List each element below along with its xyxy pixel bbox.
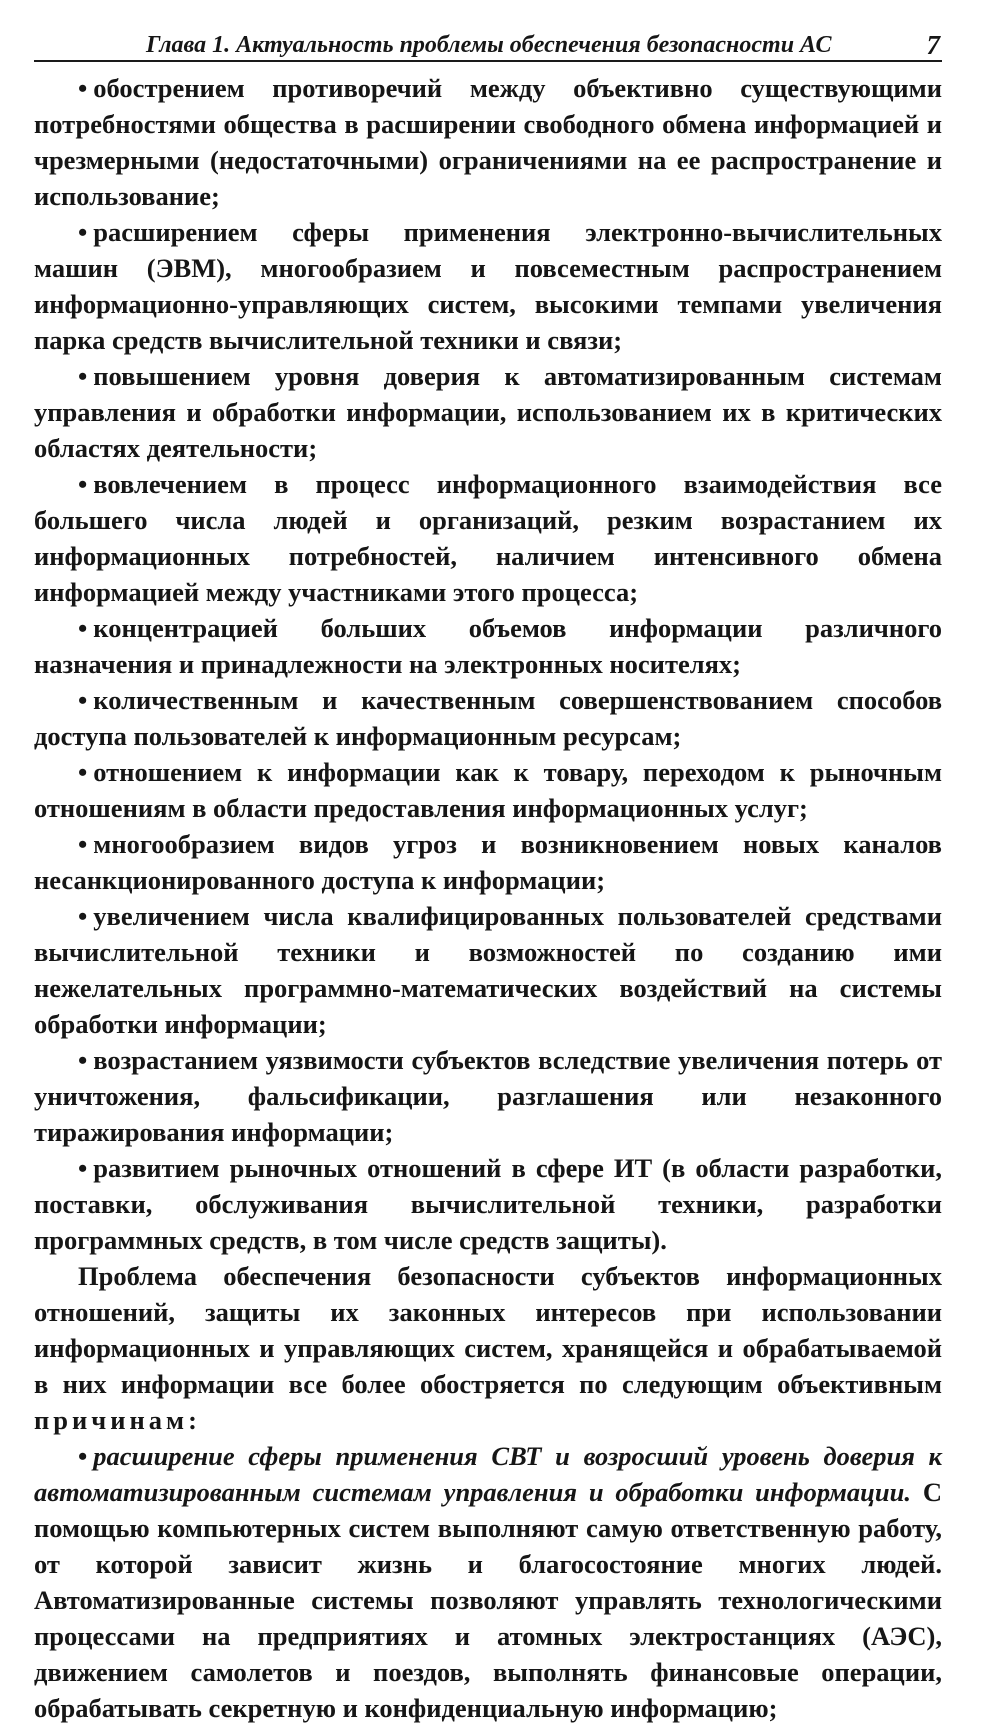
running-head xyxy=(34,22,942,62)
italic-lead-text: расширение сферы применения СВТ и возросший уровень доверия к автоматизированным системам управления и обработки информации. xyxy=(34,1441,942,1507)
bullet-text: возрастанием уязвимости субъектов вследствие увеличения потерь от уничтожения, фальсификации, разглашения или незаконного тиражирования информации; xyxy=(34,1045,942,1147)
bullet-icon: • xyxy=(78,757,88,787)
bullet-text: вовлечением в процесс информационного взаимодействия все большего числа людей и организаций, резким возрастанием их информационных потребностей, наличием интенсивного обмена информацией между участниками этого процесса; xyxy=(34,469,942,607)
bullet-icon: • xyxy=(78,1153,88,1183)
running-title: Глава 1. Актуальность проблемы обеспечения безопасности АС xyxy=(146,32,832,58)
bullet-icon: • xyxy=(78,73,88,103)
page-body xyxy=(34,70,942,1726)
bullet-icon: • xyxy=(78,1045,88,1075)
page-number: 7 xyxy=(926,30,940,60)
bullet-text: обострением противоречий между объективно существующими потребностями общества в расширении свободного обмена информацией и чрезмерными (недостаточными) ограничениями на ее распространение и использование; xyxy=(34,73,942,211)
bullet-text: концентрацией больших объемов информации различного назначения и принадлежности на электронных носителях; xyxy=(34,613,942,679)
bullet-paragraph xyxy=(34,358,942,466)
book-page xyxy=(34,22,942,1726)
bullet-paragraph xyxy=(34,70,942,214)
bullet-text: С помощью компьютерных систем выполняют самую ответственную работу, от которой зависит жизнь и благосостояние многих людей. Автоматизированные системы позволяют управлять технологическими процессами на предприятиях и атомных электростанциях (АЭС), движением самолетов и поездов, выполнять финансовые операции, обрабатывать секретную и конфиденциальную информацию; xyxy=(34,1477,943,1723)
bullet-paragraph xyxy=(34,610,942,682)
bullet-icon: • xyxy=(78,613,88,643)
bullet-icon: • xyxy=(78,685,88,715)
bullet-paragraph xyxy=(34,898,942,1042)
paragraph-tail: : xyxy=(188,1405,197,1435)
bullet-paragraph xyxy=(34,826,942,898)
bullet-text: повышением уровня доверия к автоматизированным системам управления и обработки информации, использованием их в критических областях деятельности; xyxy=(34,361,942,463)
bullet-paragraph xyxy=(34,682,942,754)
bullet-text: расширением сферы применения электронно-вычислительных машин (ЭВМ), многообразием и повсеместным распространением информационно-управляющих систем, высокими темпами увеличения парка средств вычислительной техники и связи; xyxy=(34,217,942,355)
paragraph-text: Проблема обеспечения безопасности субъектов информационных отношений, защиты их законных интересов при использовании информационных и управляющих систем, хранящейся и обрабатываемой в них информации все более обостряется по следующим объективным xyxy=(34,1261,942,1399)
bullet-text: развитием рыночных отношений в сфере ИТ (в области разработки, поставки, обслуживания вычислительной техники, разработки программных средств, в том числе средств защиты). xyxy=(34,1153,942,1255)
bullet-icon: • xyxy=(78,1441,88,1471)
bullet-text: многообразием видов угроз и возникновением новых каналов несанкционированного доступа к информации; xyxy=(34,829,942,895)
bullet-icon: • xyxy=(78,829,88,859)
bullet-text: увеличением числа квалифицированных пользователей средствами вычислительной техники и возможностей по созданию ими нежелательных программно-математических воздействий на системы обработки информации; xyxy=(34,901,942,1039)
bullet-paragraph xyxy=(34,1042,942,1150)
bullet-paragraph xyxy=(34,1150,942,1258)
bullet-paragraph xyxy=(34,214,942,358)
bullet-text: отношением к информации как к товару, переходом к рыночным отношениям в области предоставления информационных услуг; xyxy=(34,757,942,823)
bullet-paragraph xyxy=(34,466,942,610)
emphasized-word: причинам xyxy=(34,1405,189,1435)
bullet-icon: • xyxy=(78,901,88,931)
bullet-paragraph xyxy=(34,754,942,826)
body-paragraph xyxy=(34,1258,942,1438)
bullet-icon: • xyxy=(78,469,88,499)
bullet-icon: • xyxy=(78,361,88,391)
bullet-text: количественным и качественным совершенствованием способов доступа пользователей к информационным ресурсам; xyxy=(34,685,942,751)
bullet-icon: • xyxy=(78,217,88,247)
bullet-paragraph xyxy=(34,1438,942,1726)
